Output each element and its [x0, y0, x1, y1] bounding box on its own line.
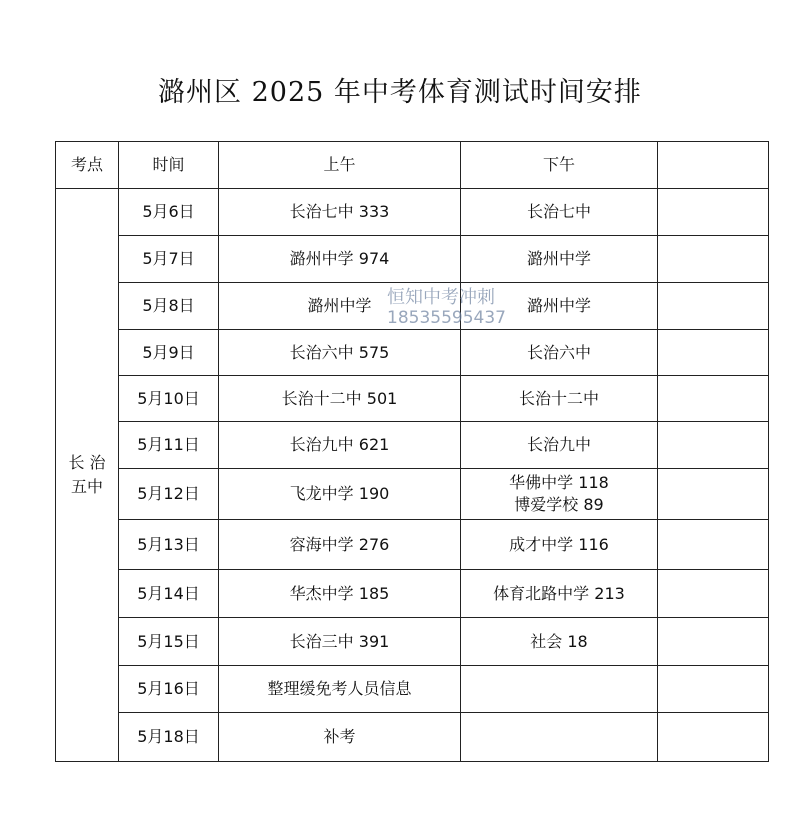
blank-cell	[658, 570, 769, 618]
pm-cell: 潞州中学	[461, 236, 658, 283]
pm-cell: 长治十二中	[461, 376, 658, 422]
blank-cell	[658, 666, 769, 713]
blank-cell	[658, 376, 769, 422]
table-row	[56, 283, 769, 330]
am-cell: 容海中学 276	[219, 520, 461, 570]
blank-cell	[658, 283, 769, 330]
table-row	[56, 520, 769, 570]
am-cell: 长治七中 333	[219, 189, 461, 236]
pm-cell: 长治六中	[461, 330, 658, 376]
am-cell: 长治九中 621	[219, 422, 461, 469]
blank-cell	[658, 236, 769, 283]
date-cell: 5月9日	[119, 330, 219, 376]
am-cell: 整理缓免考人员信息	[219, 666, 461, 713]
table-row	[56, 189, 769, 236]
header-time: 时间	[119, 142, 219, 189]
blank-cell	[658, 713, 769, 762]
blank-cell	[658, 520, 769, 570]
am-cell: 飞龙中学 190	[219, 469, 461, 520]
header-site: 考点	[56, 142, 119, 189]
pm-cell: 长治七中	[461, 189, 658, 236]
table-row	[56, 618, 769, 666]
pm-cell: 体育北路中学 213	[461, 570, 658, 618]
date-cell: 5月8日	[119, 283, 219, 330]
schedule-table	[55, 141, 769, 762]
date-cell: 5月11日	[119, 422, 219, 469]
table-row	[56, 570, 769, 618]
date-cell: 5月16日	[119, 666, 219, 713]
pm-line: 华佛中学 118	[509, 473, 609, 492]
blank-cell	[658, 618, 769, 666]
pm-cell: 社会 18	[461, 618, 658, 666]
pm-line: 博爱学校 89	[514, 495, 604, 514]
am-cell: 潞州中学 974	[219, 236, 461, 283]
watermark-phone: 18535595437	[387, 308, 506, 328]
table-row	[56, 236, 769, 283]
table-row	[56, 713, 769, 762]
date-cell: 5月10日	[119, 376, 219, 422]
am-cell: 补考	[219, 713, 461, 762]
am-cell: 长治六中 575	[219, 330, 461, 376]
date-cell: 5月18日	[119, 713, 219, 762]
table-row	[56, 376, 769, 422]
watermark-name: 恒知中考冲刺	[387, 287, 495, 308]
date-cell: 5月7日	[119, 236, 219, 283]
exam-site-line: 五中	[70, 477, 103, 496]
table-row	[56, 666, 769, 713]
blank-cell	[658, 189, 769, 236]
am-cell: 长治十二中 501	[219, 376, 461, 422]
table-header-row	[56, 142, 769, 189]
blank-cell	[658, 422, 769, 469]
pm-cell	[461, 666, 658, 713]
exam-site-line: 长 治	[68, 453, 106, 472]
header-am: 上午	[219, 142, 461, 189]
date-cell: 5月13日	[119, 520, 219, 570]
pm-cell	[461, 713, 658, 762]
am-cell: 长治三中 391	[219, 618, 461, 666]
table-row	[56, 422, 769, 469]
date-cell: 5月15日	[119, 618, 219, 666]
am-cell: 潞州中学	[219, 283, 461, 330]
header-pm: 下午	[461, 142, 658, 189]
blank-cell	[658, 469, 769, 520]
pm-cell	[461, 469, 658, 520]
date-cell: 5月12日	[119, 469, 219, 520]
blank-cell	[658, 330, 769, 376]
am-cell: 华杰中学 185	[219, 570, 461, 618]
table-row	[56, 469, 769, 520]
pm-cell: 长治九中	[461, 422, 658, 469]
pm-cell: 成才中学 116	[461, 520, 658, 570]
table-row	[56, 330, 769, 376]
date-cell: 5月6日	[119, 189, 219, 236]
header-blank	[658, 142, 769, 189]
exam-site	[56, 189, 119, 762]
pm-cell: 潞州中学	[461, 283, 658, 330]
date-cell: 5月14日	[119, 570, 219, 618]
page-title: 潞州区 2025 年中考体育测试时间安排	[158, 77, 642, 108]
